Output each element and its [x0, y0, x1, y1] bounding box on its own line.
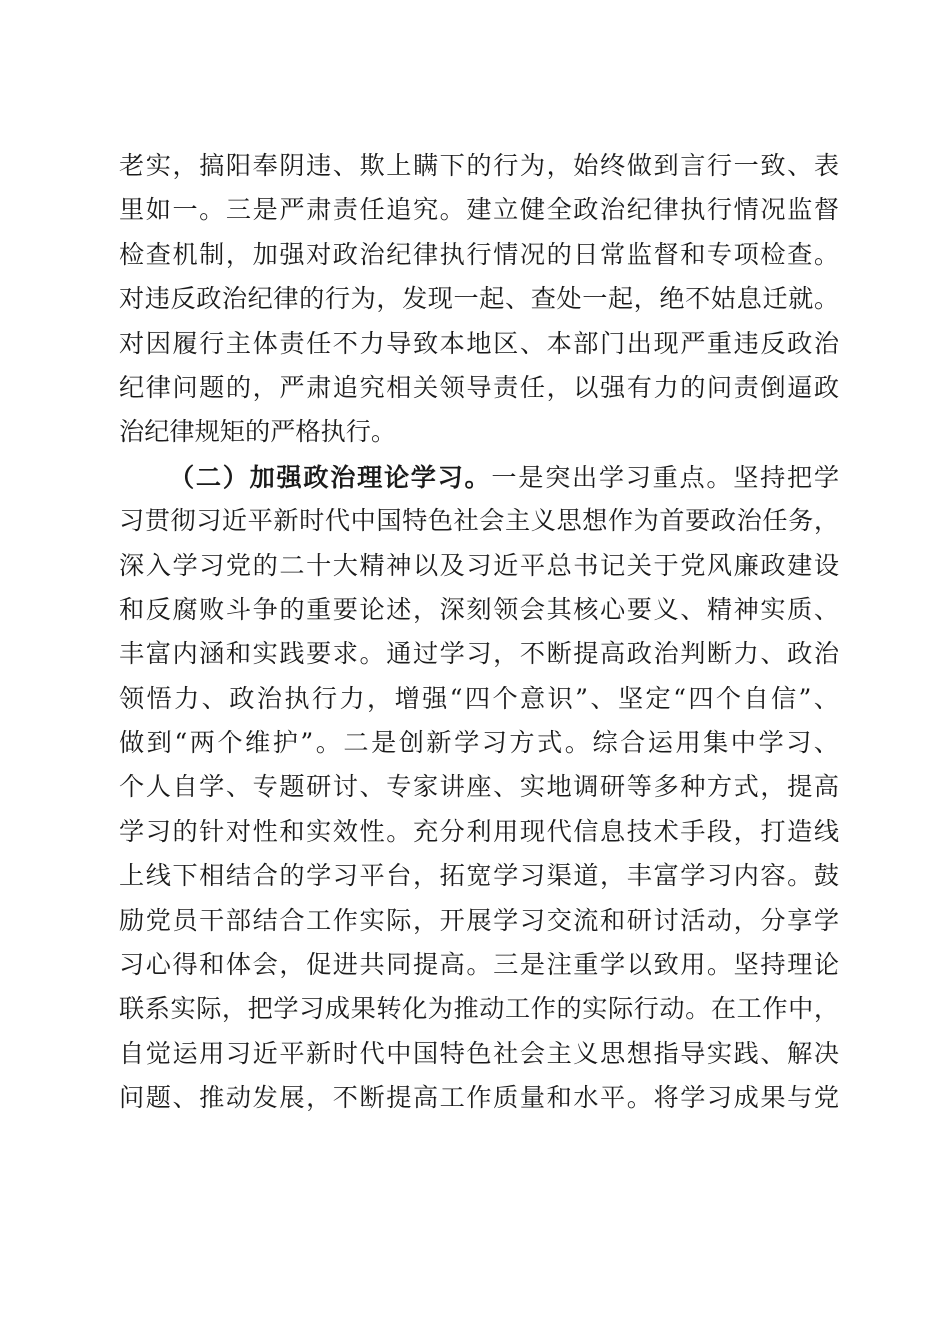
text-line: 做到“两个维护”。二是创新学习方式。综合运用集中学习、	[119, 728, 839, 758]
document-body	[119, 144, 839, 1121]
text-line: 励党员干部结合工作实际，开展学习交流和研讨活动，分享学	[119, 905, 839, 935]
text-line: 丰富内涵和实践要求。通过学习，不断提高政治判断力、政治	[119, 639, 839, 669]
text-line: 学习的针对性和实效性。充分利用现代信息技术手段，打造线	[119, 816, 839, 846]
section-heading: （二）加强政治理论学习。	[169, 461, 492, 492]
text-line: 检查机制，加强对政治纪律执行情况的日常监督和专项检查。	[119, 239, 839, 269]
text-line: 自觉运用习近平新时代中国特色社会主义思想指导实践、解决	[119, 1038, 839, 1068]
text-line: 联系实际，把学习成果转化为推动工作的实际行动。在工作中，	[119, 994, 839, 1024]
text-line: 老实，搞阳奉阴违、欺上瞒下的行为，始终做到言行一致、表	[119, 151, 839, 180]
text-line: 治纪律规矩的严格执行。	[119, 417, 397, 447]
text-line: 深入学习党的二十大精神以及习近平总书记关于党风廉政建设	[119, 550, 839, 580]
paragraph-theory-study	[119, 455, 839, 1121]
text-line: 对因履行主体责任不力导致本地区、本部门出现严重违反政治	[119, 328, 839, 358]
text-line: 和反腐败斗争的重要论述，深刻领会其核心要义、精神实质、	[119, 594, 839, 624]
paragraph-political-discipline	[119, 144, 839, 455]
text-line: 上线下相结合的学习平台，拓宽学习渠道，丰富学习内容。鼓	[119, 861, 839, 891]
text-run: 一是突出学习重点。坚持把学	[491, 462, 839, 492]
text-line	[119, 455, 839, 499]
text-line: 对违反政治纪律的行为，发现一起、查处一起，绝不姑息迁就。	[119, 284, 839, 314]
text-line: 领悟力、政治执行力，增强“四个意识”、坚定“四个自信”、	[119, 683, 839, 713]
text-line: 习贯彻习近平新时代中国特色社会主义思想作为首要政治任务，	[119, 506, 839, 536]
text-line: 里如一。三是严肃责任追究。建立健全政治纪律执行情况监督	[119, 195, 839, 225]
text-line: 习心得和体会，促进共同提高。三是注重学以致用。坚持理论	[119, 950, 839, 980]
text-line: 纪律问题的，严肃追究相关领导责任，以强有力的问责倒逼政	[119, 372, 839, 402]
text-line: 问题、推动发展，不断提高工作质量和水平。将学习成果与党	[119, 1083, 839, 1113]
text-line: 个人自学、专题研讨、专家讲座、实地调研等多种方式，提高	[119, 772, 839, 802]
